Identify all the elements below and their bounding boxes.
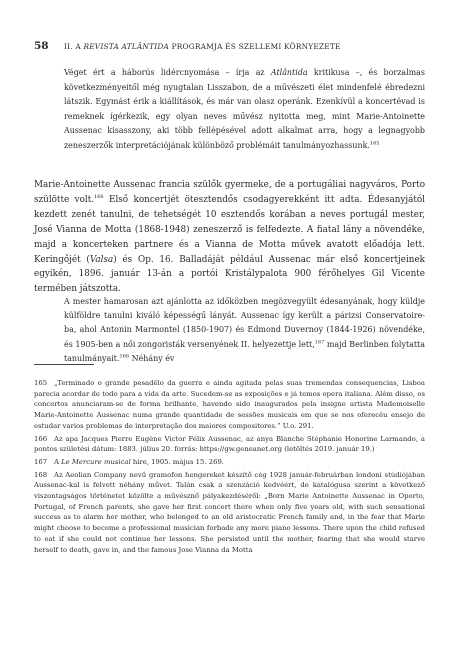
footnote-ref-165[interactable]: 165 xyxy=(369,139,380,146)
page-header xyxy=(34,40,434,54)
block-quote-2: A mester hamarosan azt ajánlotta az időközben megözvegyült édesanyának, hogy küldje külföldre tanulni kiváló képességű lányát. Aussenac így került a párizsi Conservatoire-ba, ahol Antonin Marmontel (1850-1907) és Edmond Duvernoy (1844-1926) növendéke, és 1905-ben a női zongoristák versenyének II. helyezettje lett,$^{167}$ majd Berlinben folytatta tanulmányait.$^{168}$ Néhány év xyxy=(64,297,425,363)
footnote-168 xyxy=(34,470,425,556)
footnote-number: 165 xyxy=(34,379,48,387)
footnote-text: Az Aeolian Company nevű gramofon hengereket készítő cég 1928 január-februárban londoni stúdiójában Aussenac-kal is felvett néhány művet. Talán csak a szenzáció kedvéért, de katalógusa szerint a következő viszontagságos történetet közölte a művésznő pályakezdéséről: „Born Marie Antoinette Aussenac in Oporto, Portugal, of French parents, she gave her first concert there when only five years old, with such sensational success as to alarm her mother, who belonged to an old aristocratic French family and, in the fear that Marie might choose to become a professional musician forbade any more piano lessons. There upon the child refused to eat if she could not continue her lessons. She persisted until the mother, fearing that she would starve herself to death, gave in, and the famous Jose Vianna da Motta xyxy=(34,470,425,554)
body-paragraph: Marie-Antoinette Aussenac francia szülők gyermeke, de a portugáliai nagyváros, Porto szülötte volt.$^{166}$ Első koncertjét ötesztendős csodagyerekként itt adta. Édesanyjától kezdett zenét tanulni, de tehetségét 10 esztendős korában a neves portugál mester, José Vianna de Motta (1868-1948) zeneszerző is felfedezte. A fiatal lány a növendéke, majd a koncerteken partnere és a Vianna de Motta művek avatott előadója lett. Keringőjét (Valsa) és Op. 16. Balladáját például Aussenac már első koncertjeinek egyikén, 1896. január 13-án a portói Kristálypalota 900 férőhelyes Gil Vicente termében játszotta. xyxy=(34,180,425,295)
footnotes xyxy=(34,378,425,557)
footnote-ref-168[interactable]: 168 xyxy=(119,353,130,360)
footnote-ref-166[interactable]: 166 xyxy=(94,193,104,200)
footnote-166 xyxy=(34,434,425,455)
footnote-167: 167 A Le Mercure musical hire, 1905. május 15. 269. xyxy=(34,457,224,466)
footnote-number: 167 xyxy=(34,457,48,466)
footnote-separator xyxy=(34,364,94,365)
page-number: 58 xyxy=(34,40,49,52)
footnote-text: hire, 1905. május 15. 269. xyxy=(130,457,224,466)
footnote-text: Az apa Jacques Pierre Eugène Victor Félix Aussenac, az anya Blanche Stéphanie Honorine Larmando, a pontos születési dátum: 1883. július 20. forrás: https://gw.geneanet.org (letöltés 2019. január 19.) xyxy=(34,434,425,454)
footnote-165 xyxy=(34,378,425,432)
footnote-number: 168 xyxy=(34,470,48,479)
footnote-number: 166 xyxy=(34,434,48,443)
block-quote-1: Véget ért a háborús lidércnyomása – írja az Atlântida kritikusa –, és borzalmas következményeitől még nyugtalan Lisszabon, de a művészeti élet mindenfelé ébredezni látszik. Egymást érik a kiállítások, és már van olasz operánk. Ezenkívül a koncertévad is remeknek ígérkezik, egy olyan neves művész nyitotta meg, mint Marie-Antoinette Aussenac kisasszony, aki több fellépésével adott alkalmat arra, hogy a legnagyobb zeneszerzők interpretációjának különböző problémáit tanulmányozhassunk.$^{165}$ xyxy=(64,68,425,150)
footnote-ref-167[interactable]: 167 xyxy=(314,338,325,345)
running-head: II. A REVISTA ATLÂNTIDA PROGRAMJA ÉS SZELLEMI KÖRNYEZETE xyxy=(64,42,341,51)
footnote-text: „Terminado o grande pesadêlo da guerra e ainda agitada pelas suas tremendas consequencias, Lisboa parecia acordar de todo para a vida da arte. Sucedem-se as exposições e já temos opera italiana. Além disso, os concertos anunciaram-se de forma brilhante, havendo sido inaugurados pela insigne artista Mademoiselle Marie-Antoinette Aussenac numa grande quantidade de sessões musicais em que se nos oferecêu ensejo de estudar varios problemas de interpretação dos maiores compositores.” U.o. 291. xyxy=(34,379,425,430)
